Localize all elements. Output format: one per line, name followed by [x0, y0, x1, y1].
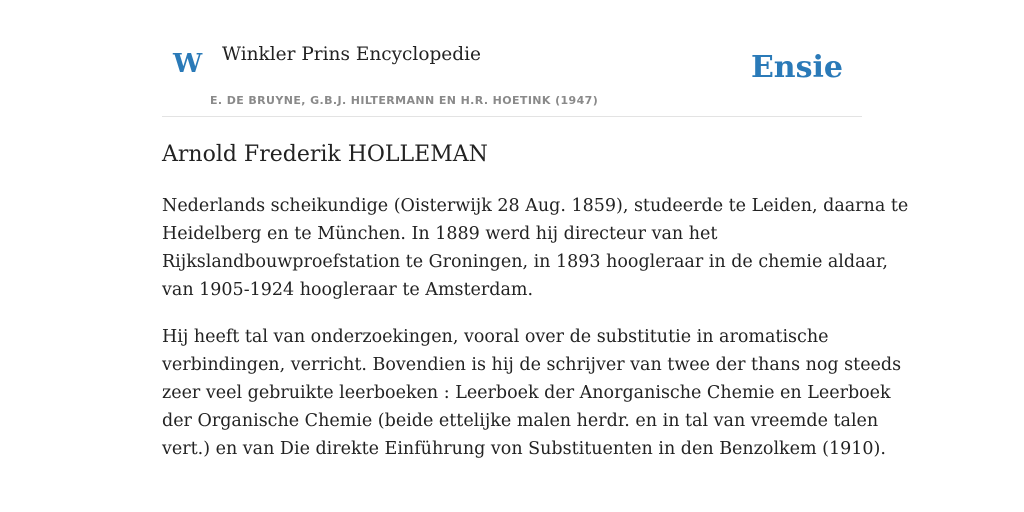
book-authors: E. DE BRUYNE, G.B.J. HILTERMANN EN H.R. HOETINK (1947) — [210, 94, 599, 107]
paragraph-line: van 1905-1924 hoogleraar te Amsterdam. — [162, 280, 534, 300]
site-header — [162, 0, 862, 117]
paragraph-line: Heidelberg en te München. In 1889 werd hij directeur van het — [162, 224, 718, 244]
article-title: Arnold Frederik HOLLEMAN — [162, 142, 488, 167]
paragraph-line: Nederlands scheikundige (Oisterwijk 28 Aug. 1859), studeerde te Leiden, daarna te — [162, 196, 909, 216]
paragraph-line: Hij heeft tal van onderzoekingen, vooral over de substitutie in aromatische — [162, 327, 829, 347]
article-paragraph — [162, 192, 909, 304]
winkler-prins-logo-icon[interactable]: W — [173, 49, 203, 79]
ensie-brand-logo[interactable]: Ensie — [750, 50, 843, 85]
paragraph-line: Rijkslandbouwproefstation te Groningen, in 1893 hoogleraar in de chemie aldaar, — [162, 252, 888, 272]
article-paragraph — [162, 323, 902, 463]
paragraph-line: der Organische Chemie (beide ettelijke malen herdr. en in tal van vreemde talen — [162, 411, 879, 431]
article — [162, 140, 909, 463]
book-title[interactable]: Winkler Prins Encyclopedie — [222, 44, 481, 65]
paragraph-line: vert.) en van Die direkte Einführung von Substituenten in den Benzolkem (1910). — [162, 439, 886, 459]
paragraph-line: zeer veel gebruikte leerboeken : Leerboek der Anorganische Chemie en Leerboek — [162, 383, 891, 403]
paragraph-line: verbindingen, verricht. Bovendien is hij de schrijver van twee der thans nog steeds — [162, 355, 902, 375]
